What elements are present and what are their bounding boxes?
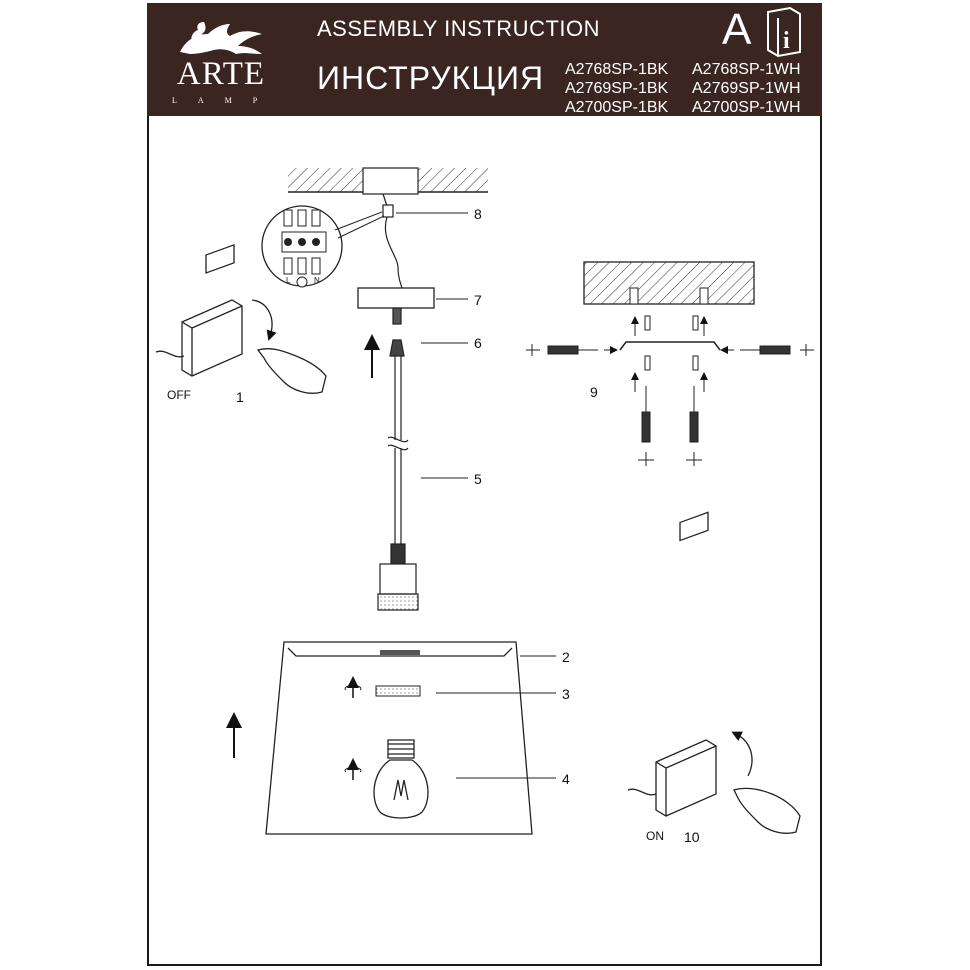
part-label: 5 xyxy=(474,471,482,487)
canopy xyxy=(358,288,434,308)
model-code: A2769SP-1BK xyxy=(565,80,669,97)
wall-switch-on-icon xyxy=(628,512,800,833)
part-label: 6 xyxy=(474,335,482,351)
step-number: 10 xyxy=(684,829,700,845)
model-code: A2700SP-1BK xyxy=(565,99,669,116)
model-code: A2700SP-1WH xyxy=(692,99,801,116)
terminal-label-live: L xyxy=(286,276,291,285)
mounting-bracket-detail xyxy=(526,262,814,466)
model-code: A2769SP-1WH xyxy=(692,80,801,97)
title-english: ASSEMBLY INSTRUCTION xyxy=(317,16,601,41)
brand-name: ARTE xyxy=(176,56,266,92)
cable-assembly xyxy=(378,308,418,610)
suspension-wire xyxy=(383,194,402,288)
switch-off-label: OFF xyxy=(167,388,191,402)
svg-text:i: i xyxy=(783,28,790,54)
terminal-label-neutral: N xyxy=(314,276,320,285)
model-code: A2768SP-1BK xyxy=(565,61,669,78)
step-number: 9 xyxy=(590,384,598,400)
terminal-block-detail xyxy=(262,206,384,287)
part-label: 4 xyxy=(562,771,570,787)
part-label: 8 xyxy=(474,206,482,222)
part-label: 7 xyxy=(474,292,482,308)
model-code: A2768SP-1WH xyxy=(692,61,801,78)
part-label: 2 xyxy=(562,649,570,665)
part-label: 3 xyxy=(562,686,570,702)
step-number: 1 xyxy=(236,389,244,405)
title-russian: ИНСТРУКЦИЯ xyxy=(317,60,545,96)
language-letter: A xyxy=(722,5,752,54)
brand-subtitle: LAMP xyxy=(172,96,279,105)
ceiling xyxy=(288,168,488,194)
switch-on-label: ON xyxy=(646,829,664,843)
